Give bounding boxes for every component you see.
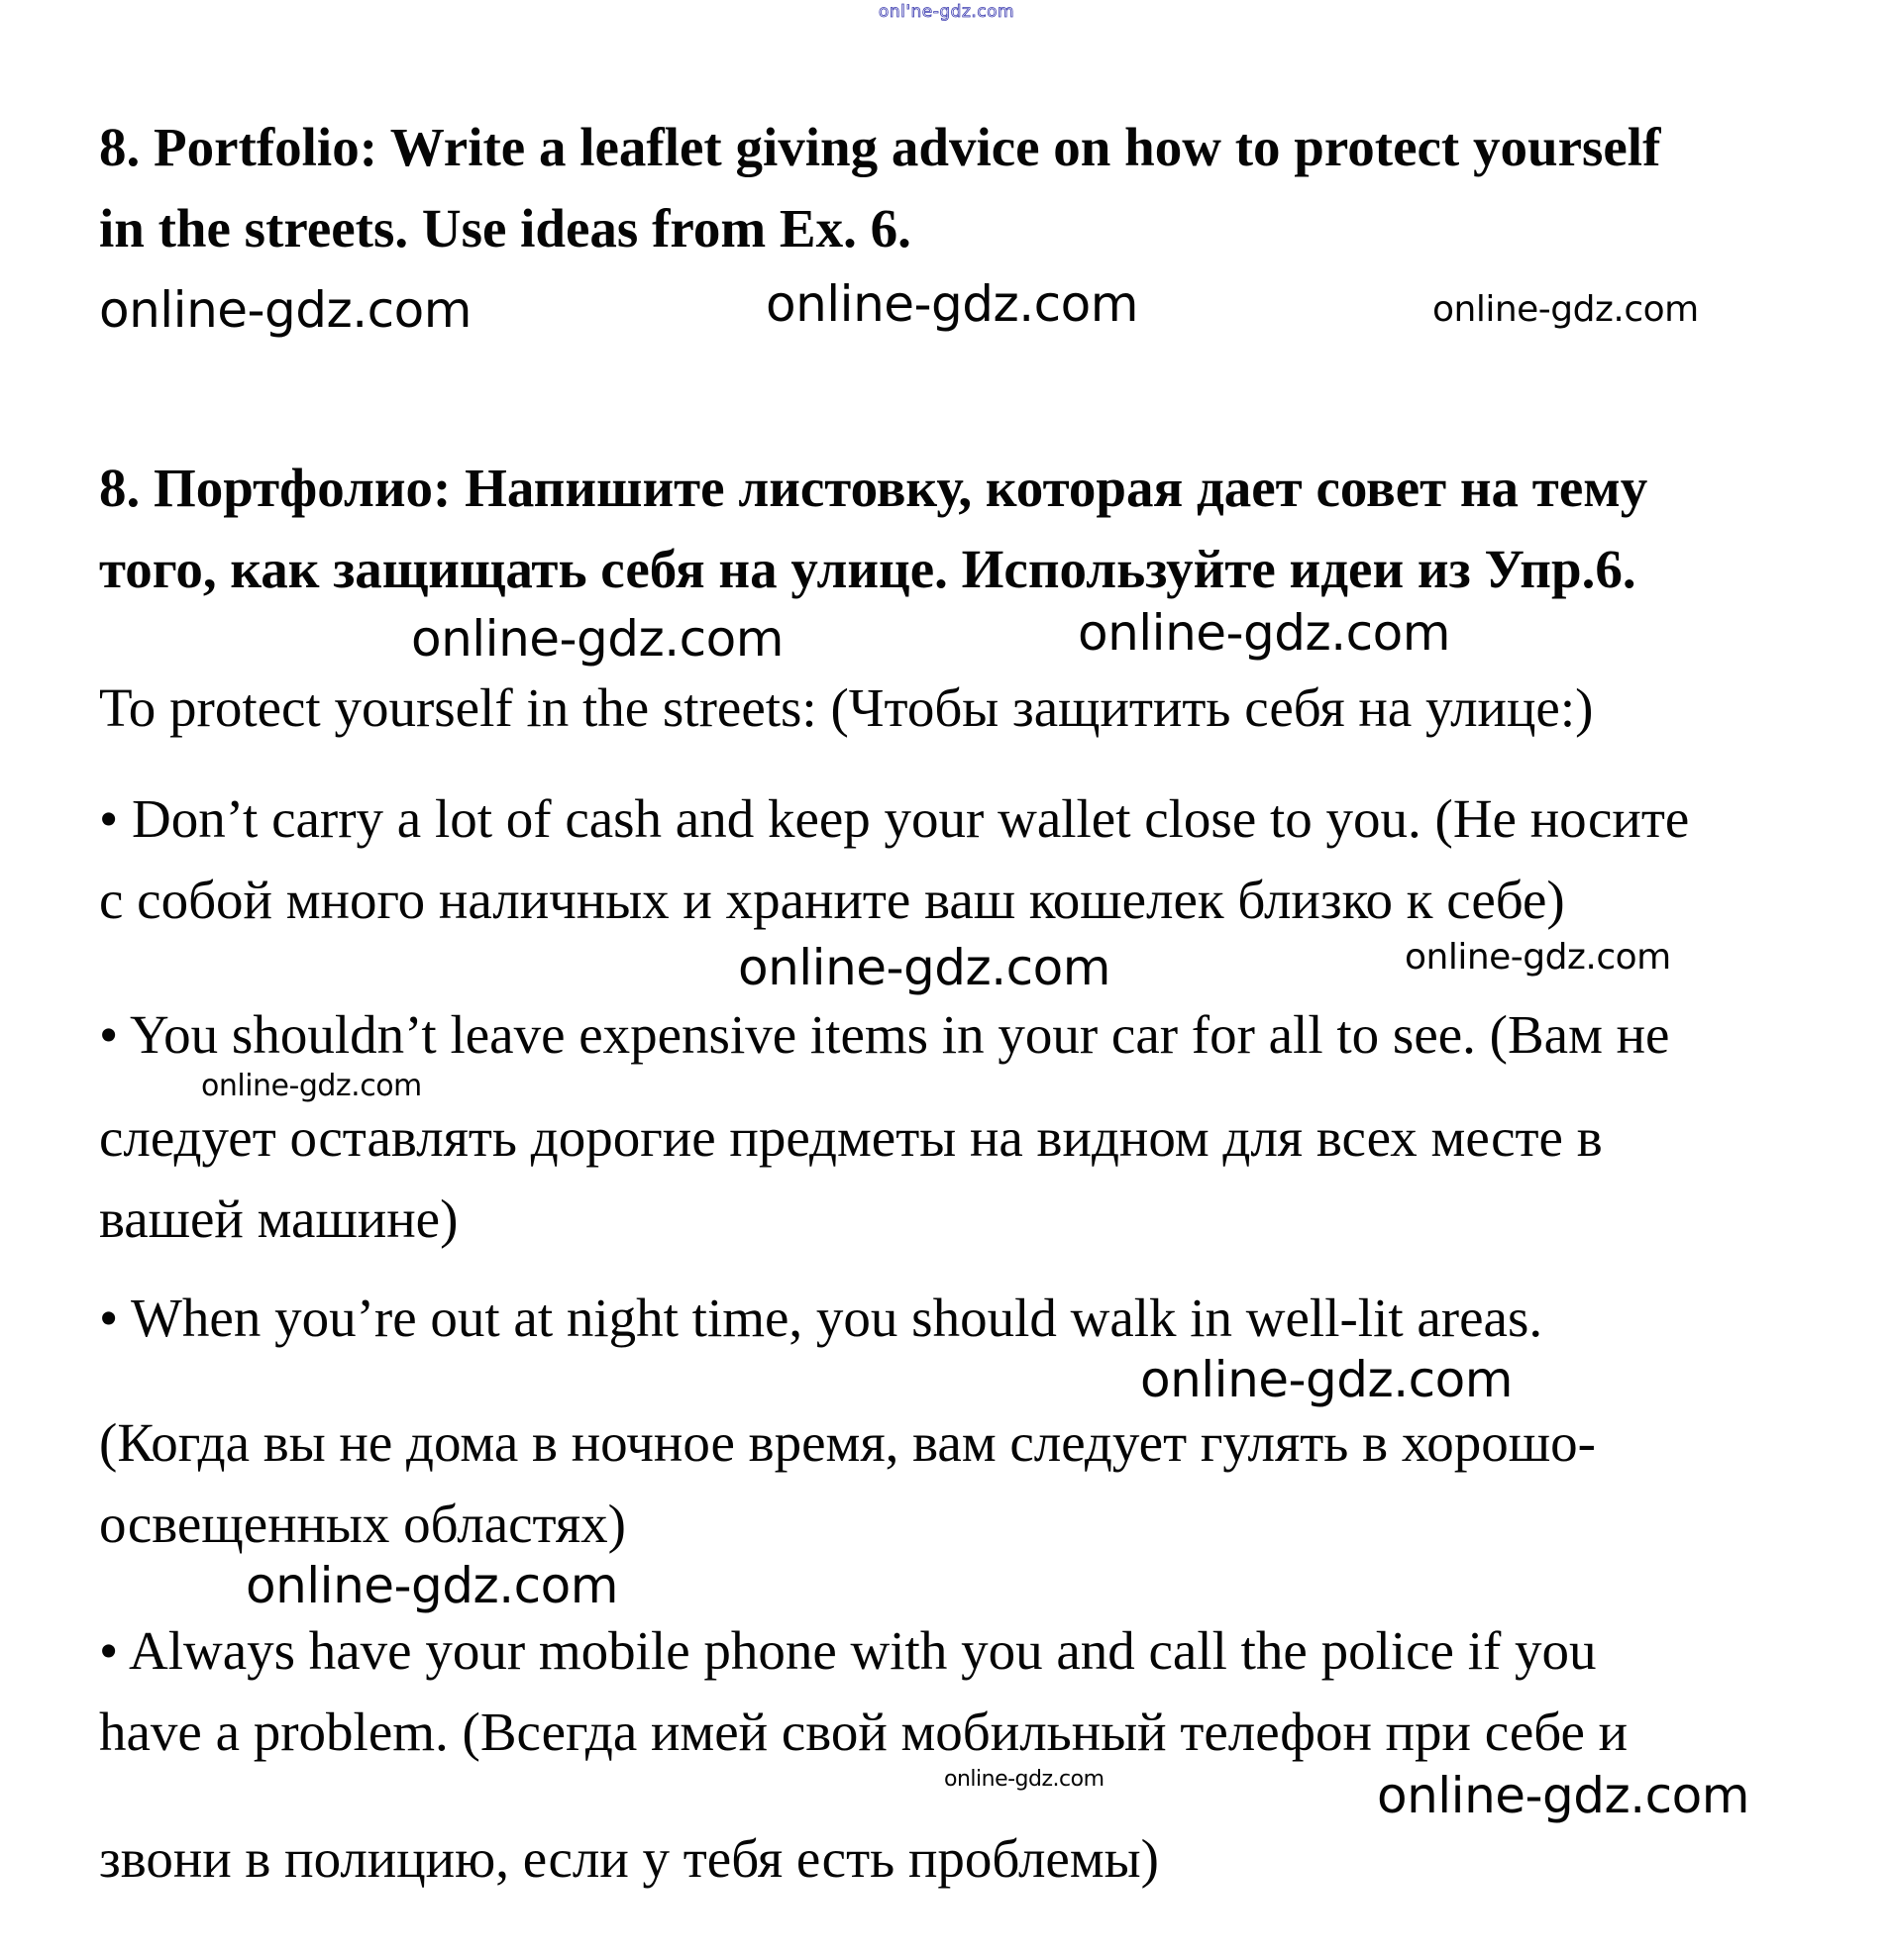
watermark: online-gdz.com bbox=[1377, 1767, 1749, 1824]
watermark: online-gdz.com bbox=[766, 275, 1138, 333]
bullet-3-line-1: • When you’re out at night time, you should walk in well-lit areas. bbox=[99, 1288, 1543, 1348]
answer-intro: To protect yourself in the streets: (Чтобы защитить себя на улице:) bbox=[99, 677, 1594, 738]
watermark: online-gdz.com bbox=[1432, 289, 1699, 330]
bullet-1-line-2: с собой много наличных и храните ваш кошелек близко к себе) bbox=[99, 870, 1565, 930]
watermark: online-gdz.com bbox=[246, 1557, 618, 1614]
watermark: online-gdz.com bbox=[99, 281, 472, 339]
bullet-1-line-1: • Don’t carry a lot of cash and keep your wallet close to you. (Не носите bbox=[99, 788, 1690, 849]
watermark: online-gdz.com bbox=[201, 1069, 422, 1103]
watermark: online-gdz.com bbox=[738, 939, 1110, 996]
task-heading-ru-line-1: 8. Портфолио: Напишите листовку, которая дает совет на тему bbox=[99, 458, 1648, 518]
watermark: online-gdz.com bbox=[411, 610, 784, 668]
task-heading-en-line-2: in the streets. Use ideas from Ex. 6. bbox=[99, 198, 911, 258]
bullet-4-line-3: звони в полицию, если у тебя есть проблемы) bbox=[99, 1828, 1159, 1889]
watermark: online-gdz.com bbox=[1405, 937, 1671, 978]
watermark: online-gdz.com bbox=[1078, 604, 1450, 662]
bullet-3-line-2: (Когда вы не дома в ночное время, вам следует гулять в хорошо- bbox=[99, 1412, 1596, 1473]
task-heading-ru-line-2: того, как защищать себя на улице. Используйте идеи из Упр.6. bbox=[99, 539, 1636, 599]
watermark: online-gdz.com bbox=[1140, 1351, 1513, 1408]
bullet-2-line-1: • You shouldn’t leave expensive items in your car for all to see. (Вам не bbox=[99, 1004, 1670, 1065]
bullet-3-line-3: освещенных областях) bbox=[99, 1494, 626, 1554]
top-watermark: onl'ne-gdz.com bbox=[878, 2, 1015, 22]
task-heading-en-line-1: 8. Portfolio: Write a leaflet giving advice on how to protect yourself bbox=[99, 117, 1661, 177]
bullet-4-line-2: have a problem. (Всегда имей свой мобильный телефон при себе и bbox=[99, 1702, 1629, 1762]
watermark: online-gdz.com bbox=[944, 1767, 1104, 1792]
bullet-2-line-3: вашей машине) bbox=[99, 1188, 459, 1249]
bullet-4-line-1: • Always have your mobile phone with you and call the police if you bbox=[99, 1620, 1597, 1681]
bullet-2-line-2: следует оставлять дорогие предметы на видном для всех месте в bbox=[99, 1107, 1603, 1168]
